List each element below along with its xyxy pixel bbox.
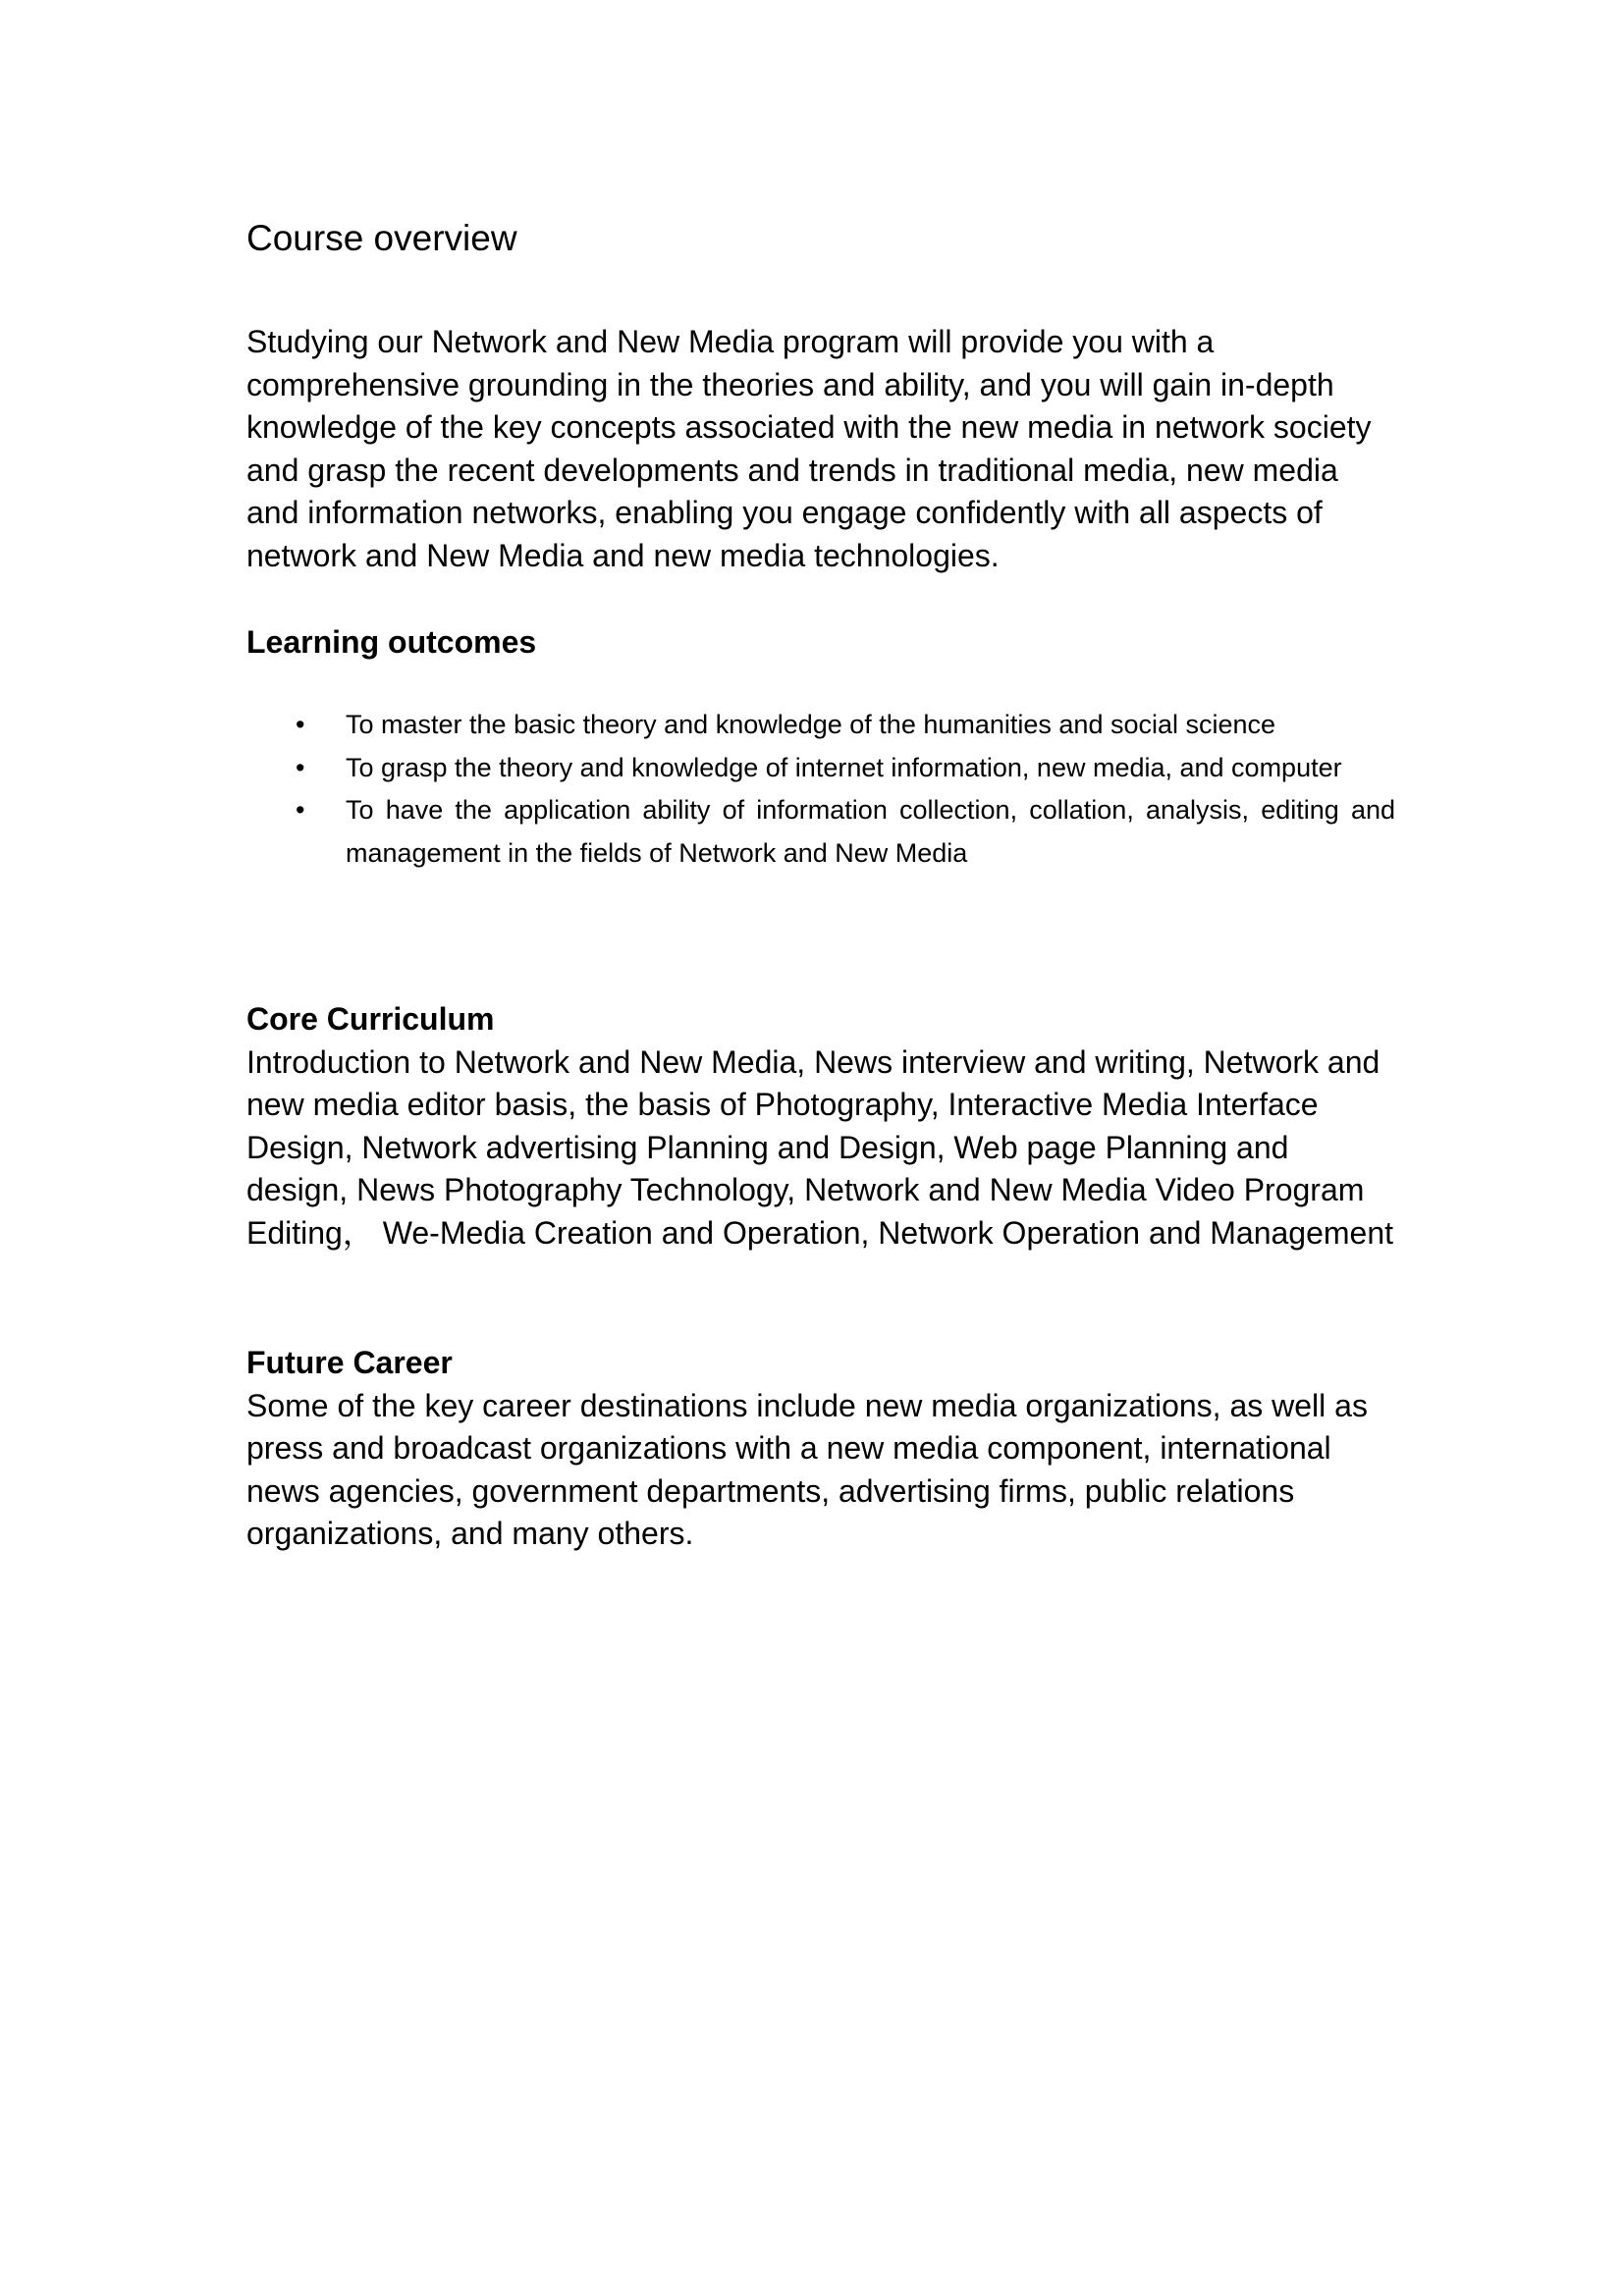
list-item: [246, 704, 1395, 747]
core-curriculum-section: [246, 998, 1395, 1255]
bullet-icon: •: [296, 752, 305, 782]
list-item-text: To have the application ability of information collection, collation, analysis, editing and management in the fields of Network and New Media: [346, 795, 1395, 868]
bullet-icon: •: [296, 795, 305, 825]
list-item: [246, 747, 1395, 790]
list-item-text: To grasp the theory and knowledge of internet information, new media, and computer: [346, 752, 1342, 782]
learning-outcomes-list: [246, 704, 1395, 875]
list-item-text: To master the basic theory and knowledge of the humanities and social science: [346, 710, 1276, 739]
list-item: [246, 789, 1395, 875]
page-title: Course overview: [246, 218, 517, 258]
future-career-heading: Future Career: [246, 1345, 453, 1380]
future-career-section: [246, 1342, 1395, 1556]
core-curriculum-heading: Core Curriculum: [246, 1001, 495, 1037]
bullet-icon: •: [296, 710, 305, 739]
learning-outcomes-heading: Learning outcomes: [246, 624, 537, 660]
future-career-text: Some of the key career destinations include new media organizations, as well as press and broadcast organizations with a new media component, international news agencies, government departments, advertising firms, public relations organizations, and many others.: [246, 1387, 1368, 1552]
core-curriculum-text: Introduction to Network and New Media, News interview and writing, Network and new media editor basis, the basis of Photography, Interactive Media Interface Design, Network advertising Planning and Design, Web page Planning and design, News Photography Technology, Network and New Media Video Program Editing， We-Media Creation and Operation, Network Operation and Management: [246, 1043, 1394, 1251]
overview-paragraph: Studying our Network and New Media program will provide you with a comprehensive grounding in the theories and ability, and you will gain in-depth knowledge of the key concepts associated with the new media in network society and grasp the recent developments and trends in traditional media, new media and information networks, enabling you engage confidently with all aspects of network and New Media and new media technologies.: [246, 324, 1372, 573]
